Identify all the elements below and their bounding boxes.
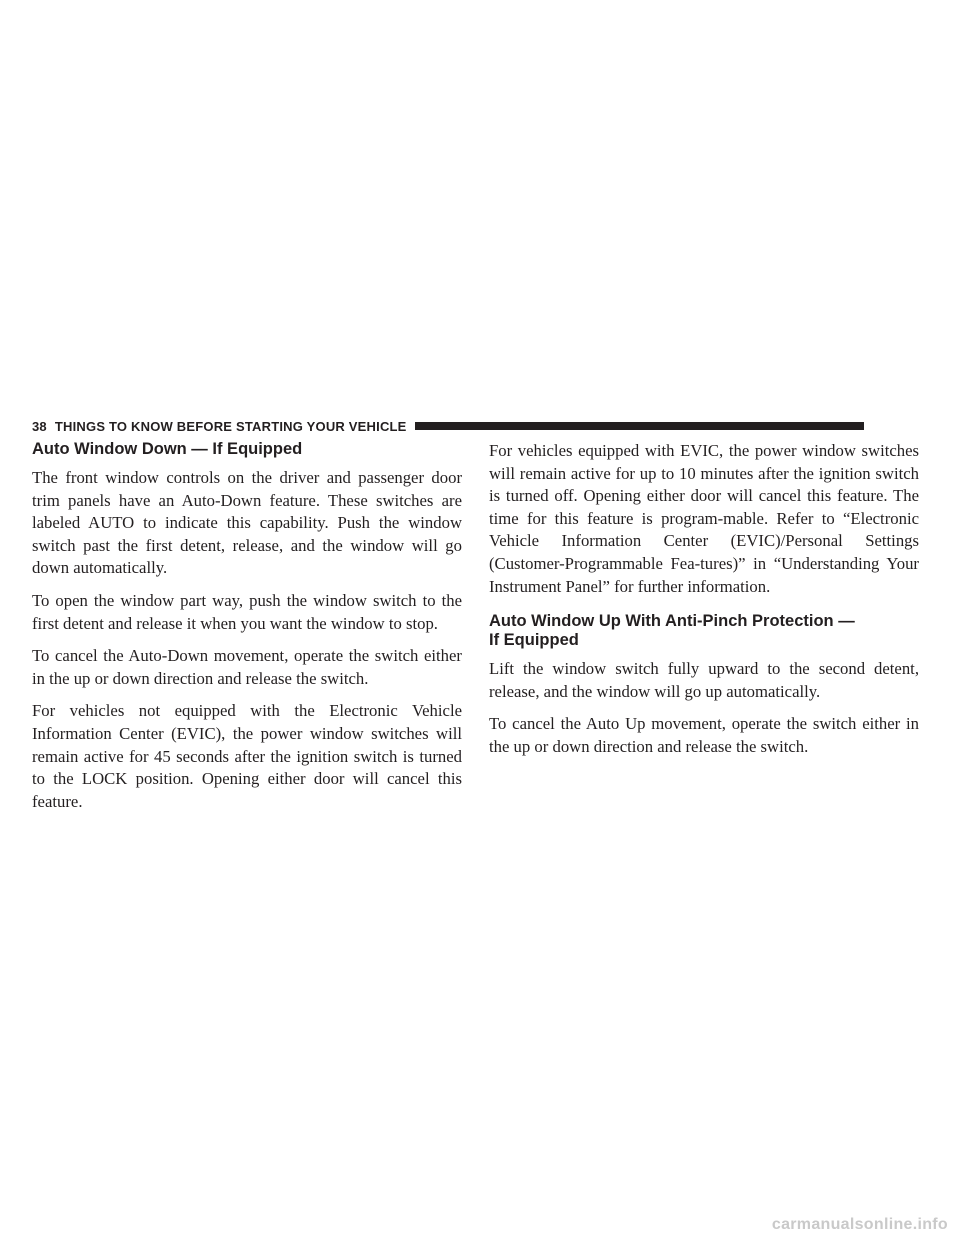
paragraph-no-evic: For vehicles not equipped with the Electronic Vehicle Information Center (EVIC), the power window switches will remain active for 45 seconds after the ignition switch is turned to the LOCK position. Opening either door will cancel this feature. — [32, 701, 462, 811]
header-rule — [415, 422, 864, 430]
left-column — [32, 440, 462, 823]
paragraph-with-evic: For vehicles equipped with EVIC, the power window switches will remain active for up to 10 minutes after the ignition switch is turned off. Opening either door will cancel this feature. The time for this feature is program-mable. Refer to “Electronic Vehicle Information Center (EVIC)/Personal Settings (Customer-Programmable Fea-tures)” in “Understanding Your Instrument Panel” for further information. — [489, 441, 919, 596]
right-column — [489, 440, 919, 769]
paragraph-cancel-auto-down: To cancel the Auto-Down movement, operate the switch either in the up or down direction and release the switch. — [32, 646, 462, 688]
page-number: 38 — [32, 418, 47, 434]
heading-auto-window-down: Auto Window Down — If Equipped — [32, 440, 303, 458]
running-header — [32, 417, 864, 435]
paragraph-cancel-auto-up: To cancel the Auto Up movement, operate the switch either in the up or down direction and release the switch. — [489, 714, 919, 756]
heading-auto-window-up — [489, 612, 919, 650]
paragraph-auto-down-feature: The front window controls on the driver and passenger door trim panels have an Auto-Down feature. These switches are labeled AUTO to indicate this capability. Push the window switch past the first detent, release, and the window will go down automatically. — [32, 468, 462, 578]
heading-auto-window-up-line2: If Equipped — [489, 631, 579, 650]
watermark: carmanualsonline.info — [771, 1216, 948, 1233]
paragraph-open-part-way: To open the window part way, push the window switch to the first detent and release it when you want the window to stop. — [32, 590, 462, 633]
section-title: THINGS TO KNOW BEFORE STARTING YOUR VEHICLE — [54, 418, 407, 434]
heading-auto-window-up-line1: Auto Window Up With Anti-Pinch Protection — — [489, 612, 855, 631]
paragraph-lift-switch: Lift the window switch fully upward to the second detent, release, and the window will go up automatically. — [489, 659, 919, 701]
